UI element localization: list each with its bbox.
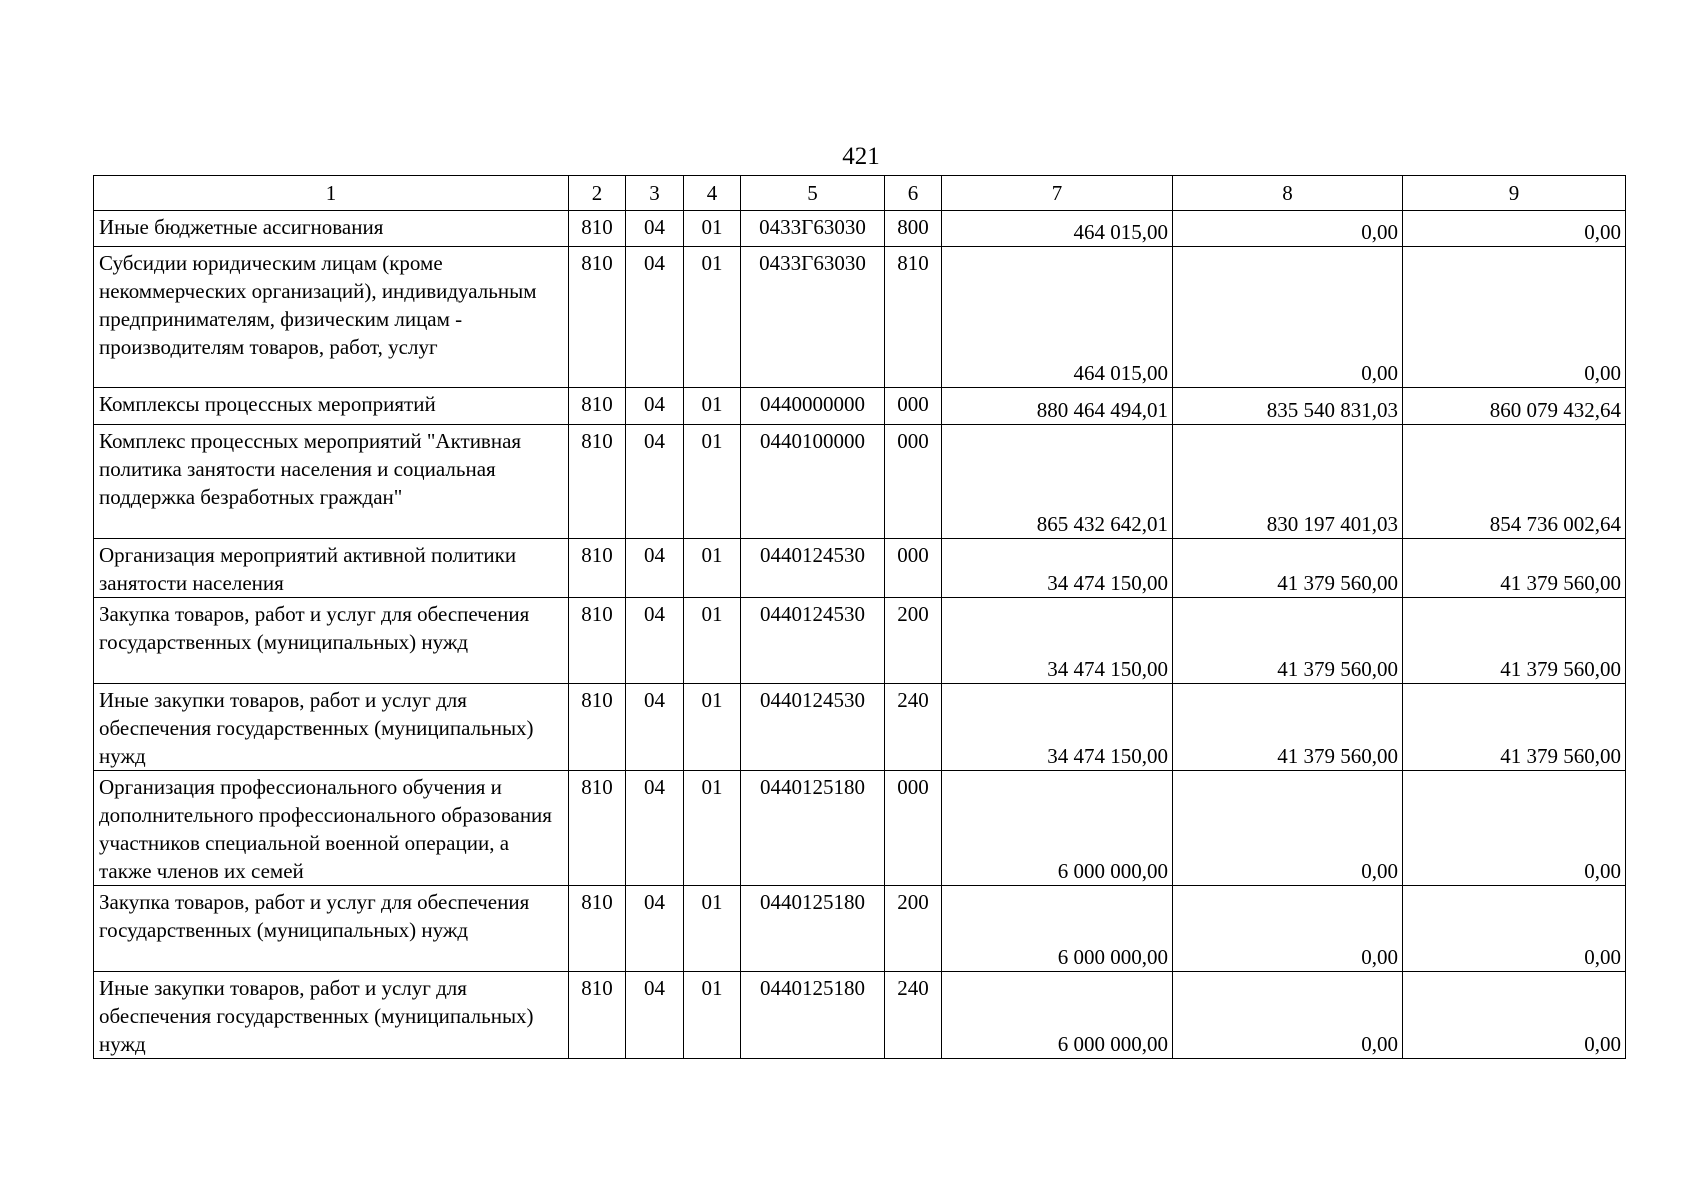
row-amount-9: 41 379 560,00 [1403,684,1626,771]
budget-table [93,175,1626,1059]
table-row [94,539,1626,598]
row-amount-8: 0,00 [1173,771,1403,886]
row-amount-8: 0,00 [1173,247,1403,388]
row-code-3: 04 [626,211,684,247]
row-code-6: 000 [885,771,942,886]
row-code-5: 0440125180 [741,886,885,972]
row-code-5: 0440124530 [741,539,885,598]
row-code-4: 01 [684,425,741,539]
row-code-6: 200 [885,598,942,684]
row-code-2: 810 [569,771,626,886]
row-amount-8: 41 379 560,00 [1173,684,1403,771]
row-code-5: 0433Г63030 [741,211,885,247]
column-header: 5 [741,176,885,211]
row-code-3: 04 [626,771,684,886]
row-code-4: 01 [684,388,741,425]
row-name: Иные бюджетные ассигнования [94,211,569,247]
row-code-6: 000 [885,388,942,425]
column-header: 8 [1173,176,1403,211]
row-code-3: 04 [626,598,684,684]
row-code-6: 240 [885,972,942,1059]
table-row [94,886,1626,972]
row-amount-7: 34 474 150,00 [942,539,1173,598]
row-name: Организация профессионального обучения и дополнительного профессионального образования участников специальной военной операции, а также членов их семей [94,771,569,886]
row-name: Организация мероприятий активной политики занятости населения [94,539,569,598]
row-code-2: 810 [569,388,626,425]
row-code-4: 01 [684,539,741,598]
row-code-6: 240 [885,684,942,771]
row-name: Закупка товаров, работ и услуг для обеспечения государственных (муниципальных) нужд [94,886,569,972]
row-code-5: 0440125180 [741,771,885,886]
page-number: 421 [842,143,880,170]
row-code-2: 810 [569,972,626,1059]
row-amount-9: 41 379 560,00 [1403,539,1626,598]
row-amount-8: 835 540 831,03 [1173,388,1403,425]
row-amount-9: 0,00 [1403,886,1626,972]
row-code-6: 200 [885,886,942,972]
row-code-3: 04 [626,684,684,771]
row-code-6: 000 [885,539,942,598]
row-code-5: 0440000000 [741,388,885,425]
row-code-4: 01 [684,684,741,771]
column-header: 9 [1403,176,1626,211]
row-amount-9: 854 736 002,64 [1403,425,1626,539]
row-amount-8: 830 197 401,03 [1173,425,1403,539]
row-amount-8: 0,00 [1173,886,1403,972]
row-amount-7: 464 015,00 [942,247,1173,388]
column-header: 3 [626,176,684,211]
row-code-2: 810 [569,886,626,972]
row-amount-7: 6 000 000,00 [942,886,1173,972]
row-code-2: 810 [569,539,626,598]
table-row [94,598,1626,684]
table-row [94,211,1626,247]
column-header: 6 [885,176,942,211]
row-code-3: 04 [626,972,684,1059]
row-amount-8: 0,00 [1173,972,1403,1059]
table-row [94,684,1626,771]
row-code-4: 01 [684,211,741,247]
row-code-2: 810 [569,598,626,684]
row-amount-7: 880 464 494,01 [942,388,1173,425]
row-code-4: 01 [684,972,741,1059]
row-code-2: 810 [569,425,626,539]
row-name: Комплексы процессных мероприятий [94,388,569,425]
row-amount-7: 6 000 000,00 [942,771,1173,886]
row-name: Иные закупки товаров, работ и услуг для обеспечения государственных (муниципальных) нужд [94,684,569,771]
row-code-6: 000 [885,425,942,539]
row-code-2: 810 [569,684,626,771]
row-amount-7: 464 015,00 [942,211,1173,247]
row-code-2: 810 [569,211,626,247]
row-amount-9: 0,00 [1403,972,1626,1059]
row-amount-7: 865 432 642,01 [942,425,1173,539]
column-header: 1 [94,176,569,211]
row-code-4: 01 [684,886,741,972]
row-amount-9: 860 079 432,64 [1403,388,1626,425]
row-code-6: 810 [885,247,942,388]
row-amount-7: 6 000 000,00 [942,972,1173,1059]
column-header: 4 [684,176,741,211]
row-code-5: 0440124530 [741,684,885,771]
header-row [94,176,1626,211]
row-amount-9: 0,00 [1403,247,1626,388]
row-amount-9: 0,00 [1403,771,1626,886]
table-row [94,247,1626,388]
row-code-3: 04 [626,247,684,388]
row-amount-8: 0,00 [1173,211,1403,247]
row-code-5: 0440100000 [741,425,885,539]
row-code-5: 0440125180 [741,972,885,1059]
row-code-2: 810 [569,247,626,388]
row-code-5: 0440124530 [741,598,885,684]
row-amount-8: 41 379 560,00 [1173,598,1403,684]
row-code-6: 800 [885,211,942,247]
table-row [94,972,1626,1059]
row-code-4: 01 [684,247,741,388]
row-name: Субсидии юридическим лицам (кроме некоммерческих организаций), индивидуальным предпринимателям, физическим лицам - производителям товаров, работ, услуг [94,247,569,388]
row-code-3: 04 [626,886,684,972]
table-row [94,425,1626,539]
row-amount-7: 34 474 150,00 [942,598,1173,684]
column-header: 7 [942,176,1173,211]
table-row [94,771,1626,886]
row-code-4: 01 [684,771,741,886]
column-header: 2 [569,176,626,211]
row-amount-9: 0,00 [1403,211,1626,247]
row-code-5: 0433Г63030 [741,247,885,388]
row-amount-7: 34 474 150,00 [942,684,1173,771]
row-code-3: 04 [626,425,684,539]
row-name: Закупка товаров, работ и услуг для обеспечения государственных (муниципальных) нужд [94,598,569,684]
row-code-3: 04 [626,539,684,598]
row-amount-9: 41 379 560,00 [1403,598,1626,684]
row-code-3: 04 [626,388,684,425]
table-row [94,388,1626,425]
row-code-4: 01 [684,598,741,684]
row-name: Комплекс процессных мероприятий "Активная политика занятости населения и социальная поддержка безработных граждан" [94,425,569,539]
row-name: Иные закупки товаров, работ и услуг для обеспечения государственных (муниципальных) нужд [94,972,569,1059]
row-amount-8: 41 379 560,00 [1173,539,1403,598]
